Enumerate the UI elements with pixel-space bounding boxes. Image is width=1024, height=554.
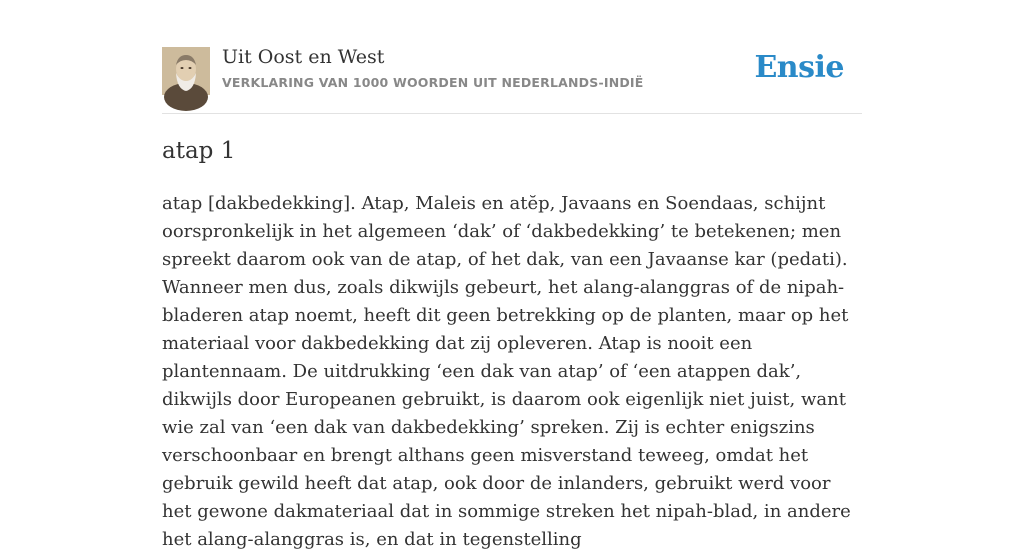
source-subtitle: VERKLARING VAN 1000 WOORDEN UIT NEDERLANDS-INDIË — [222, 75, 644, 90]
page-container — [162, 0, 862, 550]
portrait-image — [162, 47, 210, 95]
entry-body-text: atap [dakbedekking]. Atap, Maleis en atĕp, Javaans en Soendaas, schijnt oorspronkelijk in het algemeen ‘dak’ of ‘dakbedekking’ te betekenen; men spreekt daarom ook van de atap, of het dak, van een Javaanse kar (pedati). Wanneer men dus, zoals dikwijls gebeurt, het alang-alanggras of de nipah-bladeren atap noemt, heeft dit geen betrekking op de planten, maar op het materiaal voor dakbedekking dat zij opleveren. Atap is nooit een plantennaam. De uitdrukking ‘een dak van atap’ of ‘een atappen dak’, dikwijls door Europeanen gebruikt, is daarom ook eigenlijk niet juist, want wie zal van ‘een dak van dakbedekking’ spreken. Zij is echter enigszins verschoonbaar en brengt althans geen misverstand teweeg, omdat het gebruik gewild heeft dat atap, ook door de inlanders, gebruikt werd voor het gewone dakmateriaal dat in sommige streken het nipah-blad, in andere het alang-alanggras is, en dat in tegenstelling — [162, 193, 851, 550]
ensie-logo-link[interactable]: Ensie — [754, 50, 844, 85]
entry-title: atap 1 — [162, 138, 236, 164]
source-title[interactable]: Uit Oost en West — [222, 46, 385, 68]
source-portrait-avatar[interactable] — [162, 47, 210, 95]
page-header — [162, 0, 862, 114]
